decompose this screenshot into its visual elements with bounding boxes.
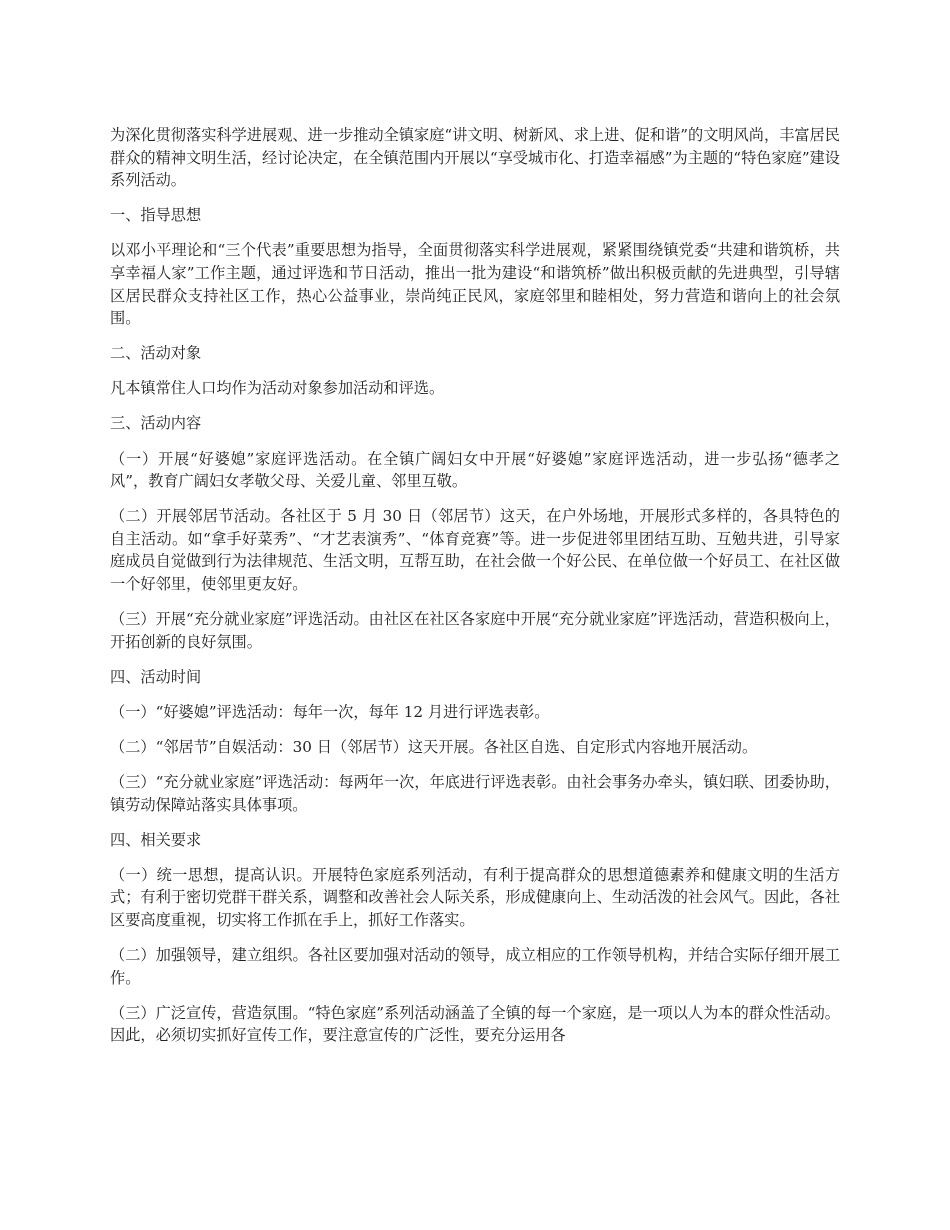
- activity-time-paragraph-3: （三）“充分就业家庭”评选活动：每两年一次，年底进行评选表彰。由社会事务办牵头，镇妇联、团委协助，镇劳动保障站落实具体事项。: [110, 773, 840, 814]
- activity-content-paragraph-1: （一）开展“好婆媳”家庭评选活动。在全镇广阔妇女中开展“好婆媳”家庭评选活动，进一步弘扬“德孝之风”，教育广阔妇女孝敬父母、关爱儿童、邻里互敬。: [110, 449, 840, 491]
- activity-content-paragraph-2: （二）开展邻居节活动。各社区于 5 月 30 日（邻居节）这天，在户外场地，开展形式多样的，各具特色的自主活动。如“拿手好菜秀”、“才艺表演秀”、“体育竞赛”等。进一步促进邻里团结互助、互勉共进，引导家庭成员自觉做到行为法律规范、生活文明，互帮互助，在社会做一个好公民、在单位做一个好员工、在社区做一个好邻里，使邻里更友好。: [110, 507, 840, 593]
- guiding-ideology-paragraph: 以邓小平理论和“三个代表”重要思想为指导，全面贯彻落实科学进展观，紧紧围绕镇党委“共建和谐筑桥，共享幸福人家”工作主题，通过评选和节日活动，推出一批为建设“和谐筑桥”做出积极贡献的先进典型，引导辖区居民群众支持社区工作，热心公益事业，崇尚纯正民风，家庭邻里和睦相处，努力营造和谐向上的社会氛围。: [110, 241, 840, 328]
- section-heading-requirements: 四、相关要求: [110, 830, 202, 849]
- requirements-paragraph-1: （一）统一思想，提高认识。开展特色家庭系列活动，有利于提高群众的思想道德素养和健康文明的生活方式；有利于密切党群干群关系，调整和改善社会人际关系，形成健康向上、生动活泼的社会风气。因此，各社区要高度重视，切实将工作抓在手上，抓好工作落实。: [110, 865, 840, 930]
- requirements-paragraph-2: （二）加强领导，建立组织。各社区要加强对活动的领导，成立相应的工作领导机构，并结合实际仔细开展工作。: [110, 946, 840, 987]
- activity-time-paragraph-1: （一）“好婆媳”评选活动：每年一次，每年 12 月进行评选表彰。: [110, 702, 550, 721]
- activity-target-paragraph: 凡本镇常住人口均作为活动对象参加活动和评选。: [110, 379, 445, 398]
- activity-content-paragraph-3: （三）开展“充分就业家庭”评选活动。由社区在社区各家庭中开展“充分就业家庭”评选活动，营造积极向上，开拓创新的良好氛围。: [110, 610, 840, 651]
- document-page: [110, 124, 840, 1060]
- intro-paragraph: 为深化贯彻落实科学进展观、进一步推动全镇家庭“讲文明、树新风、求上进、促和谐”的文明风尚，丰富居民群众的精神文明生活，经讨论决定，在全镇范围内开展以“享受城市化、打造幸福感”为主题的“特色家庭”建设系列活动。: [110, 126, 840, 190]
- activity-time-paragraph-2: （二）“邻居节”自娱活动：30 日（邻居节）这天开展。各社区自选、自定形式内容地开展活动。: [110, 737, 758, 756]
- section-heading-activity-time: 四、活动时间: [110, 667, 202, 686]
- requirements-paragraph-3: （三）广泛宣传，营造氛围。“特色家庭”系列活动涵盖了全镇的每一个家庭，是一项以人为本的群众性活动。因此，必须切实抓好宣传工作，要注意宣传的广泛性，要充分运用各: [110, 1003, 840, 1045]
- section-heading-activity-content: 三、活动内容: [110, 414, 202, 433]
- section-heading-activity-target: 二、活动对象: [110, 344, 202, 363]
- section-heading-guiding-ideology: 一、指导思想: [110, 206, 202, 225]
